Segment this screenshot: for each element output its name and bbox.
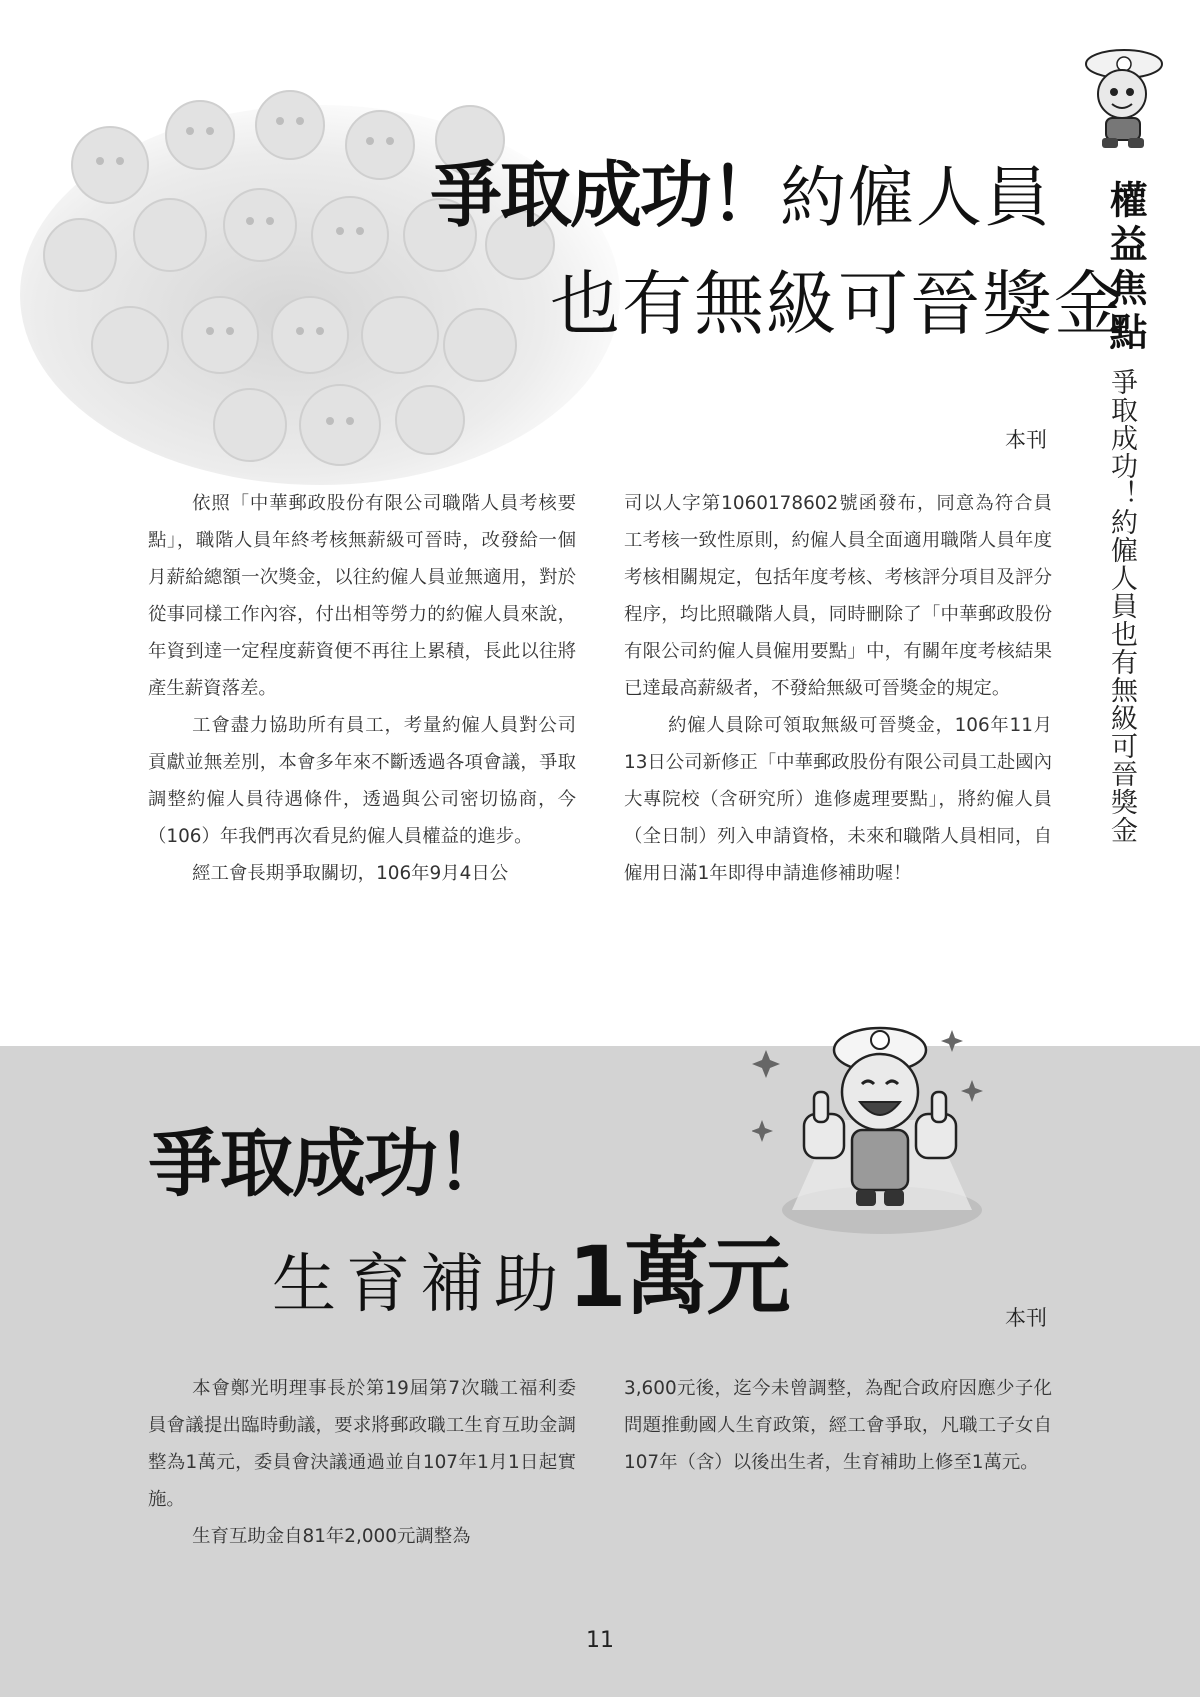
article2-title-thin: 生育補助: [272, 1248, 568, 1322]
paragraph: 3,600元後，迄今未曾調整，為配合政府因應少子化問題推動國人生育政策，經工會爭取，凡職工子女自107年（含）以後出生者，生育補助上修至1萬元。: [624, 1378, 1052, 1473]
paragraph: 工會盡力協助所有員工，考量約僱人員對公司貢獻並無差別，本會多年來不斷透過各項會議，爭取調整約僱人員待遇條件，透過與公司密切協商，今（106）年我們再次看見約僱人員權益的進步。: [148, 715, 576, 847]
article2-title-line1: 爭取成功！: [148, 1121, 508, 1207]
article1-title-bold: 爭取成功！: [430, 153, 781, 237]
article1-byline: 本刊: [1005, 428, 1047, 452]
crowd-illustration: [20, 85, 640, 485]
article2-column-1: [148, 1370, 576, 1555]
article1-column-2: [624, 485, 1052, 892]
article2-title-big: 1萬元: [568, 1228, 789, 1326]
article2-title-line2: [272, 1210, 788, 1331]
sidebar-article-title: 爭取成功！約僱人員也有無級可晉獎金: [1106, 368, 1137, 844]
article1-title-line2: 也有無級可晉獎金: [550, 263, 1126, 345]
article2-column-2: [624, 1370, 1052, 1481]
paragraph: 約僱人員除可領取無級可晉獎金，106年11月13日公司新修正「中華郵政股份有限公司員工赴國內大專院校（含研究所）進修處理要點」，將約僱人員（全日制）列入申請資格，未來和職階人員相同，自僱用日滿1年即得申請進修補助喔！: [624, 715, 1052, 884]
article1-title-thin: 約僱人員: [780, 159, 1053, 236]
paragraph: 本會鄭光明理事長於第19屆第7次職工福利委員會議提出臨時動議，要求將郵政職工生育互助金調整為1萬元，委員會決議通過並自107年1月1日起實施。: [148, 1378, 576, 1510]
article1-column-1: [148, 485, 576, 892]
paragraph: 生育互助金自81年2,000元調整為: [192, 1526, 471, 1547]
mascot-icon: [1082, 42, 1166, 152]
paragraph: 司以人字第1060178602號函發布，同意為符合員工考核一致性原則，約僱人員全面適用職階人員年度考核相關規定，包括年度考核、考核評分項目及評分程序，均比照職階人員，同時刪除了「中華郵政股份有限公司約僱人員僱用要點」中，有關年度考核結果已達最高薪級者，不發給無級可晉獎金的規定。: [624, 493, 1052, 699]
sidebar-section-kicker: 權益焦點: [1103, 180, 1148, 356]
page-number: 11: [586, 1628, 614, 1653]
article1-title: [430, 150, 1126, 345]
paragraph: 經工會長期爭取關切，106年9月4日公: [192, 863, 509, 884]
paragraph: 依照「中華郵政股份有限公司職階人員考核要點」，職階人員年終考核無薪級可晉時，改發給一個月薪給總額一次獎金，以往約僱人員並無適用，對於從事同樣工作內容，付出相等勞力的約僱人員來說，年資到達一定程度薪資便不再往上累積，長此以往將產生薪資落差。: [148, 493, 576, 699]
article2-byline: 本刊: [1005, 1306, 1047, 1330]
thumbs-up-mascot-icon: [752, 1010, 992, 1240]
